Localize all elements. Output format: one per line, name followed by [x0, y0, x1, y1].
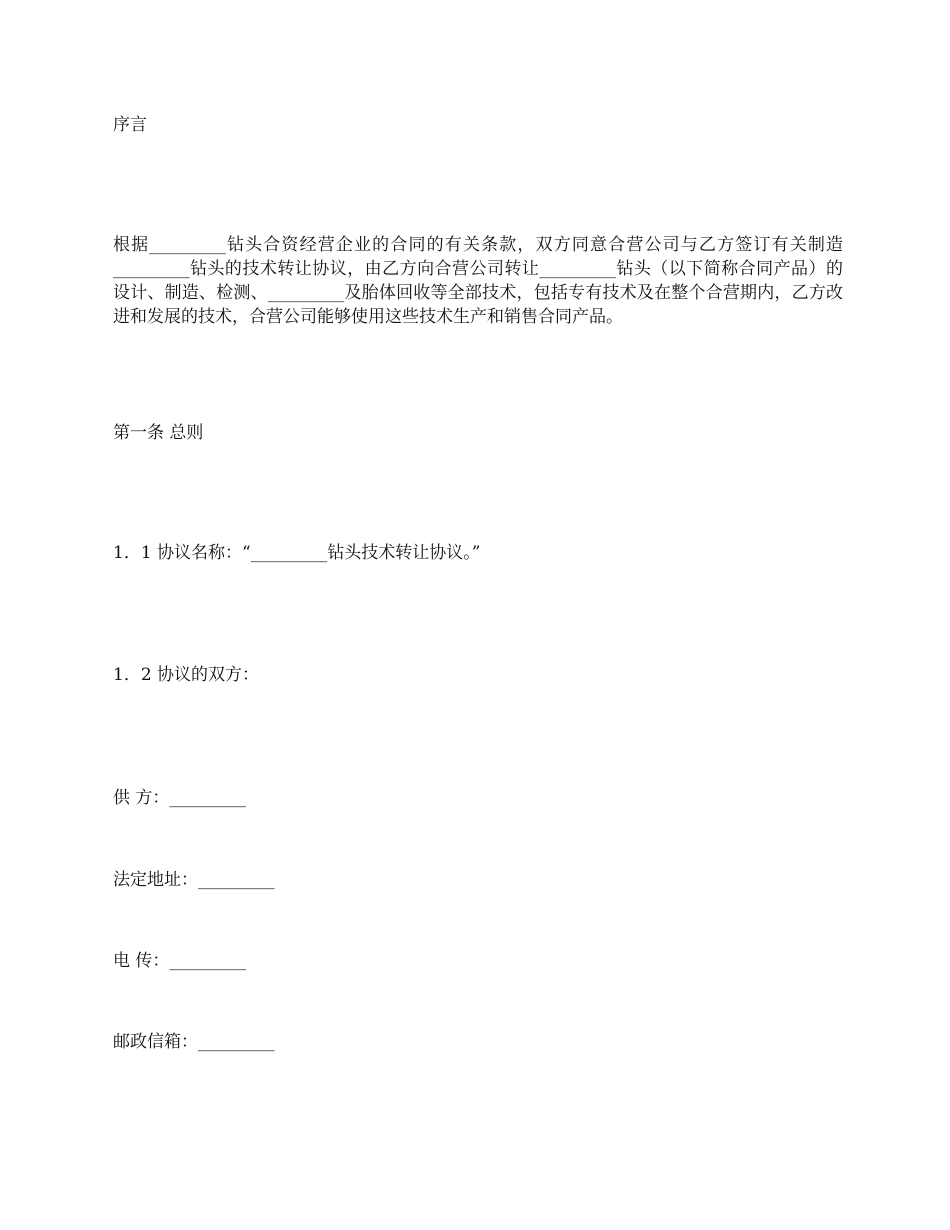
clause-1-1: 1．1 协议名称：“_________钻头技术转让协议。”	[113, 543, 481, 563]
clause-1-2: 1．2 协议的双方：	[113, 665, 260, 685]
po-box-field: 邮政信箱：_________	[113, 1032, 275, 1052]
supplier-field: 供 方：_________	[113, 788, 246, 808]
fax-field: 电 传：_________	[113, 951, 246, 971]
preface-title: 序言	[113, 115, 147, 135]
article-1-title: 第一条 总则	[113, 423, 204, 443]
preface-paragraph: 根据_________钻头合资经营企业的合同的有关条款，双方同意合营公司与乙方签订有关制造_________钻头的技术转让协议，由乙方向合营公司转让_________钻头（以下简称合同产品）的设计、制造、检测、_________及胎体回收等全部技术，包括专有技术及在整个合营期内，乙方改进和发展的技术，合营公司能够使用这些技术生产和销售合同产品。	[113, 235, 843, 327]
legal-address-field: 法定地址：_________	[113, 870, 275, 890]
